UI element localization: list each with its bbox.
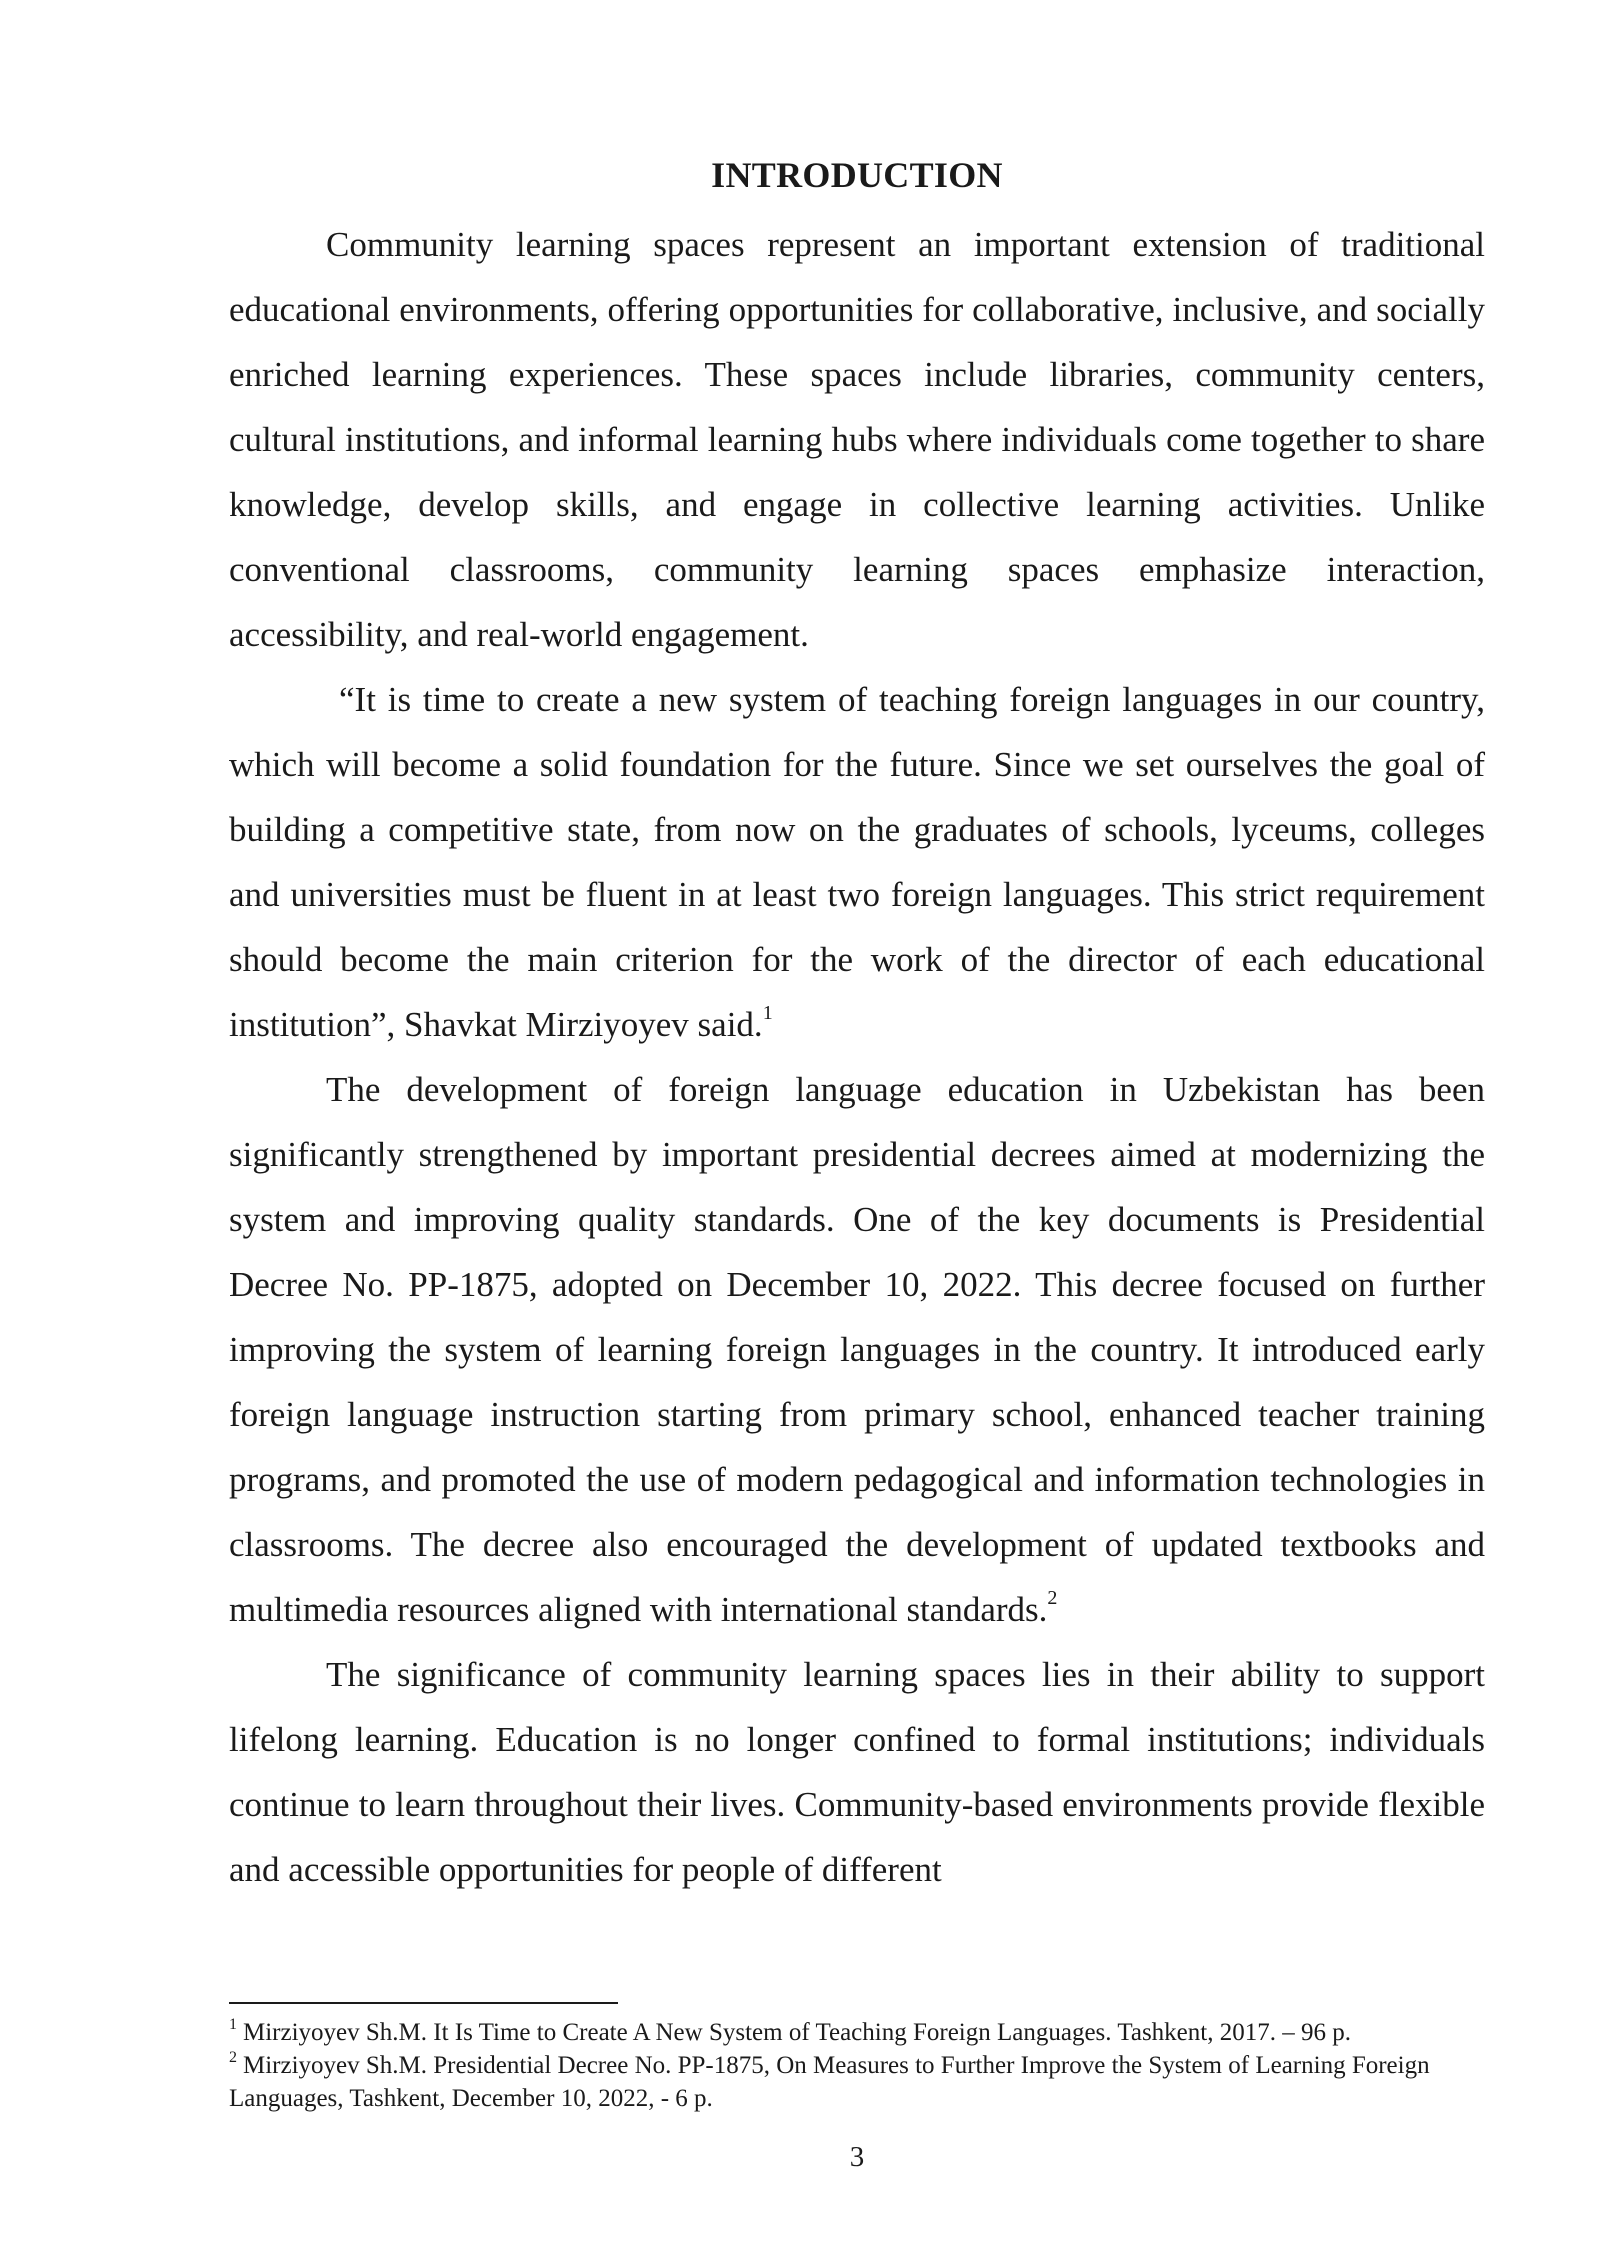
paragraph-3 bbox=[229, 1057, 1485, 1642]
footnote-2 bbox=[229, 2049, 1485, 2115]
footnote-1 bbox=[229, 2016, 1485, 2049]
footnote-reference-1[interactable]: 1 bbox=[762, 1002, 773, 1025]
footnote-reference-2[interactable]: 2 bbox=[1047, 1587, 1058, 1610]
footnotes bbox=[229, 2016, 1485, 2115]
paragraph-4-text: The significance of community learning spaces lies in their ability to support lifelong learning. Education is no longer confined to formal institutions; individuals continue to learn throughout their lives. Community-based environments provide flexible and accessible opportunities for people of different bbox=[229, 1655, 1485, 1889]
paragraph-4 bbox=[229, 1642, 1485, 1902]
footnote-2-number: 2 bbox=[229, 2048, 237, 2066]
page-number: 3 bbox=[849, 2141, 865, 2173]
section-heading: INTRODUCTION bbox=[711, 155, 1003, 195]
paragraph-1-text: Community learning spaces represent an important extension of traditional educational environments, offering opportunities for collaborative, inclusive, and socially enriched learning experiences. These spaces include libraries, community centers, cultural institutions, and informal learning hubs where individuals come together to share knowledge, develop skills, and engage in collective learning activities. Unlike conventional classrooms, community learning spaces emphasize interaction, accessibility, and real-world engagement. bbox=[229, 225, 1485, 654]
paragraph-3-text: The development of foreign language education in Uzbekistan has been significantly strengthened by important presidential decrees aimed at modernizing the system and improving quality standards. One of the key documents is Presidential Decree No. PP-1875, adopted on December 10, 2022. This decree focused on further improving the system of learning foreign languages in the country. It introduced early foreign language instruction starting from primary school, enhanced teacher training programs, and promoted the use of modern pedagogical and information technologies in classrooms. The decree also encouraged the development of updated textbooks and multimedia resources aligned with international standards. bbox=[229, 1070, 1485, 1629]
paragraph-1 bbox=[229, 212, 1485, 667]
footnote-separator bbox=[229, 2002, 618, 2004]
body-text bbox=[229, 212, 1485, 1902]
footnote-2-text: Mirziyoyev Sh.M. Presidential Decree No. PP-1875, On Measures to Further Improve the System of Learning Foreign Languages, Tashkent, December 10, 2022, - 6 p. bbox=[229, 2052, 1430, 2112]
footnote-1-text: Mirziyoyev Sh.M. It Is Time to Create A New System of Teaching Foreign Languages. Tashkent, 2017. – 96 p. bbox=[243, 2019, 1351, 2046]
paragraph-2-quote bbox=[229, 667, 1485, 1057]
footnote-1-number: 1 bbox=[229, 2015, 237, 2033]
paragraph-2-text: “It is time to create a new system of teaching foreign languages in our country, which will become a solid foundation for the future. Since we set ourselves the goal of building a competitive state, from now on the graduates of schools, lyceums, colleges and universities must be fluent in at least two foreign languages. This strict requirement should become the main criterion for the work of the director of each educational institution”, Shavkat Mirziyoyev said. bbox=[229, 680, 1485, 1044]
